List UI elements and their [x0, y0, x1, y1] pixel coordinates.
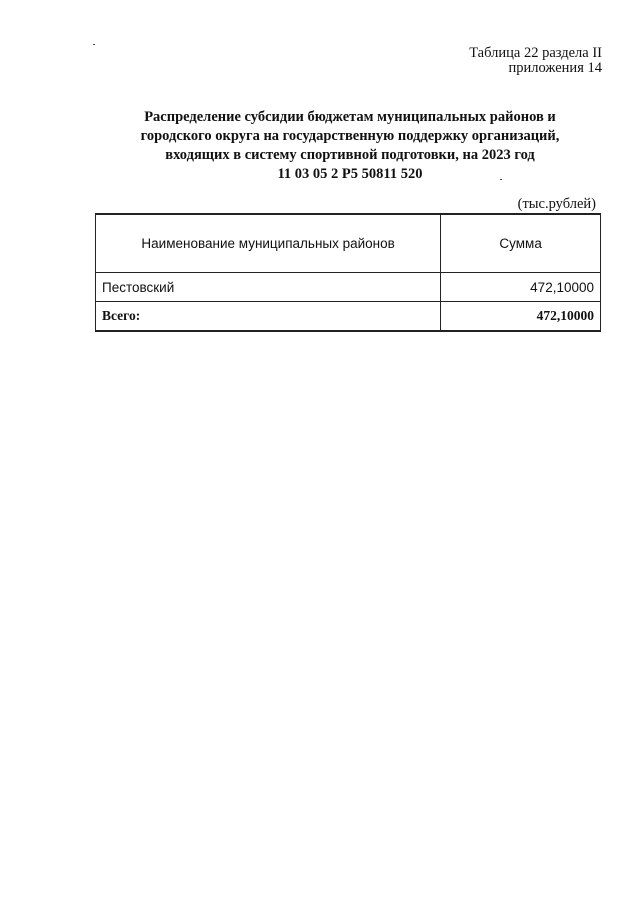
row-name: Пестовский — [96, 273, 441, 302]
title-line2: городского округа на государственную поддержку организаций, — [140, 128, 560, 144]
table-header-row — [96, 214, 601, 273]
header-sum: Сумма — [441, 214, 601, 273]
scan-speck — [93, 44, 95, 45]
title-line4: 11 03 05 2 P5 50811 520 — [277, 166, 423, 182]
total-label: Всего: — [96, 302, 441, 332]
table-row — [96, 273, 601, 302]
title-line3: входящих в систему спортивной подготовки, на 2023 год — [165, 147, 535, 163]
row-sum: 472,10000 — [441, 273, 601, 302]
title-line1: Распределение субсидии бюджетам муниципальных районов и — [144, 109, 556, 125]
table-reference — [469, 46, 602, 76]
table-reference-line2: приложения 14 — [508, 60, 602, 76]
document-title — [100, 108, 600, 184]
table-total-row — [96, 302, 601, 332]
units-label: (тыс.рублей) — [517, 196, 596, 212]
total-sum: 472,10000 — [441, 302, 601, 332]
subsidy-table — [95, 213, 601, 332]
table-reference-line1: Таблица 22 раздела II — [469, 45, 602, 61]
header-name: Наименование муниципальных районов — [96, 214, 441, 273]
